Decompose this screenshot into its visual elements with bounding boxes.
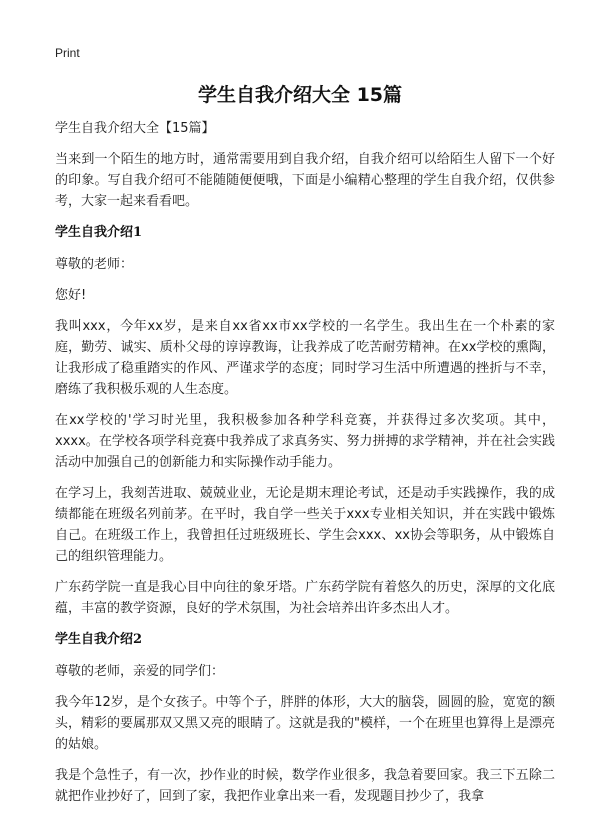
section-1-paragraph-4: 广东药学院一直是我心目中向往的象牙塔。广东药学院有着悠久的历史，深厚的文化底蕴，丰富的教学资源，良好的学术氛围，为社会培养出许多杰出人才。 xyxy=(55,580,555,616)
intro-paragraph: 当来到一个陌生的地方时，通常需要用到自我介绍，自我介绍可以给陌生人留下一个好的印象。写自我介绍可不能随随便便哦，下面是小编精心整理的学生自我介绍，仅供参考，大家一起来看看吧。 xyxy=(55,152,555,209)
document-body xyxy=(55,118,555,817)
section-1-paragraph-2: 在xx学校的'学习时光里，我积极参加各种学科竞赛，并获得过多次奖项。其中，xxxx。在学校各项学科竞赛中我养成了求真务实、努力拼搏的求学精神，并在社会实践活动中加强自己的创新能力和实际操作动手能力。 xyxy=(55,413,555,470)
section-1-paragraph-3: 在学习上，我刻苦进取、兢兢业业，无论是期末理论考试，还是动手实践操作，我的成绩都能在班级名列前茅。在平时，我自学一些关于xxx专业相关知识，并在实践中锻炼自己。在班级工作上，我曾担任过班级班长、学生会xxx、xx协会等职务，从中锻炼自己的组织管理能力。 xyxy=(55,486,555,564)
section-1-paragraph-1: 我叫xxx，今年xx岁，是来自xx省xx市xx学校的一名学生。我出生在一个朴素的家庭，勤劳、诚实、质朴父母的谆谆教诲，让我养成了吃苦耐劳精神。在xx学校的熏陶，让我形成了稳重踏实的作风、严谨求学的态度；同时学习生活中所遭遇的挫折与不幸，磨练了我积极乐观的人生态度。 xyxy=(55,319,555,397)
section-2-greeting: 尊敬的老师，亲爱的同学们： xyxy=(55,664,225,679)
section-1-greeting: 尊敬的老师： xyxy=(55,257,134,272)
section-2-heading: 学生自我介绍2 xyxy=(55,632,143,647)
section-1-hello: 您好! xyxy=(55,288,87,303)
section-2-paragraph-1: 我今年12岁，是个女孩子。中等个子，胖胖的体形，大大的脑袋，圆圆的脸，宽宽的额头，精彩的要属那双又黑又亮的眼睛了。这就是我的"模样，一个在班里也算得上是漂亮的姑娘。 xyxy=(55,695,555,752)
section-2-paragraph-2: 我是个急性子，有一次，抄作业的时候，数学作业很多，我急着要回家。我三下五除二就把作业抄好了，回到了家，我把作业拿出来一看，发现题目抄少了，我拿 xyxy=(55,768,555,804)
document-subtitle: 学生自我介绍大全【15篇】 xyxy=(55,121,215,136)
section-1-heading: 学生自我介绍1 xyxy=(55,225,143,240)
print-label: Print xyxy=(55,46,80,60)
page-title: 学生自我介绍大全 15篇 xyxy=(197,84,403,106)
